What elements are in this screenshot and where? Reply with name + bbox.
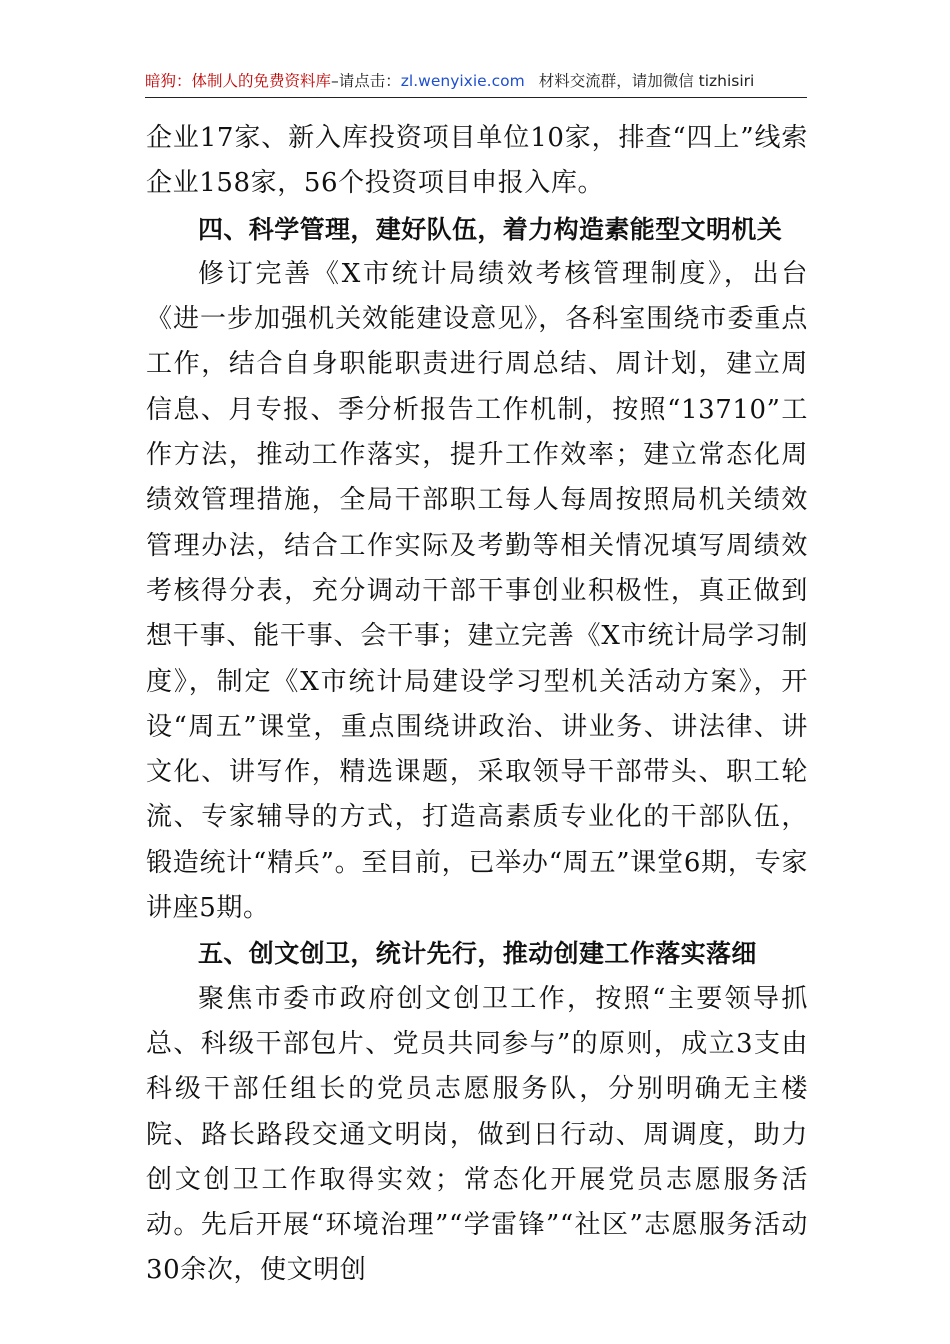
section-heading-5: 五、创文创卫，统计先行，推动创建工作落实落细 bbox=[198, 939, 757, 969]
header-note: 材料交流群，请加微信 tizhisiri bbox=[538, 72, 755, 90]
section-heading-4: 四、科学管理，建好队伍，着力构造素能型文明机关 bbox=[198, 214, 783, 244]
paragraph-section-4: 修订完善《X市统计局绩效考核管理制度》，出台《进一步加强机关效能建设意见》，各科室围绕市委重点工作，结合自身职能职责进行周总结、周计划，建立周信息、月专报、季分析报告工作机制，按照“13710”工作方法，推动工作落实，提升工作效率；建立常态化周绩效管理措施，全局干部职工每人每周按照局机关绩效管理办法，结合工作实际及考勤等相关情况填写周绩效考核得分表，充分调动干部干事创业积极性，真正做到想干事、能干事、会干事；建立完善《X市统计局学习制度》，制定《X市统计局建设学习型机关活动方案》，开设“周五”课堂，重点围绕讲政治、讲业务、讲法律、讲文化、讲写作，精选课题，采取领导干部带头、职工轮流、专家辅导的方式，打造高素质专业化的干部队伍，锻造统计“精兵”。至目前，已举办“周五”课堂6期，专家讲座5期。 bbox=[146, 258, 808, 924]
header-separator: –请点击： bbox=[331, 72, 401, 90]
header-divider bbox=[145, 97, 807, 98]
header-brand: 暗狗：体制人的免费资料库 bbox=[145, 72, 332, 90]
paragraph-section-5: 聚焦市委市政府创文创卫工作，按照“主要领导抓总、科级干部包片、党员共同参与”的原则，成立3支由科级干部任组长的党员志愿服务队，分别明确无主楼院、路长路段交通文明岗，做到日行动、周调度，助力创文创卫工作取得实效；常态化开展党员志愿服务活动。先后开展“环境治理”“学雷锋”“社区”志愿服务活动30余次，使文明创 bbox=[146, 983, 808, 1286]
header-link[interactable]: zl.wenyixie.com bbox=[400, 72, 525, 90]
document-body bbox=[146, 116, 808, 1294]
paragraph-continued: 企业17家、新入库投资项目单位10家，排查“四上”线索企业158家，56个投资项目申报入库。 bbox=[146, 123, 808, 199]
page-header bbox=[145, 66, 807, 96]
